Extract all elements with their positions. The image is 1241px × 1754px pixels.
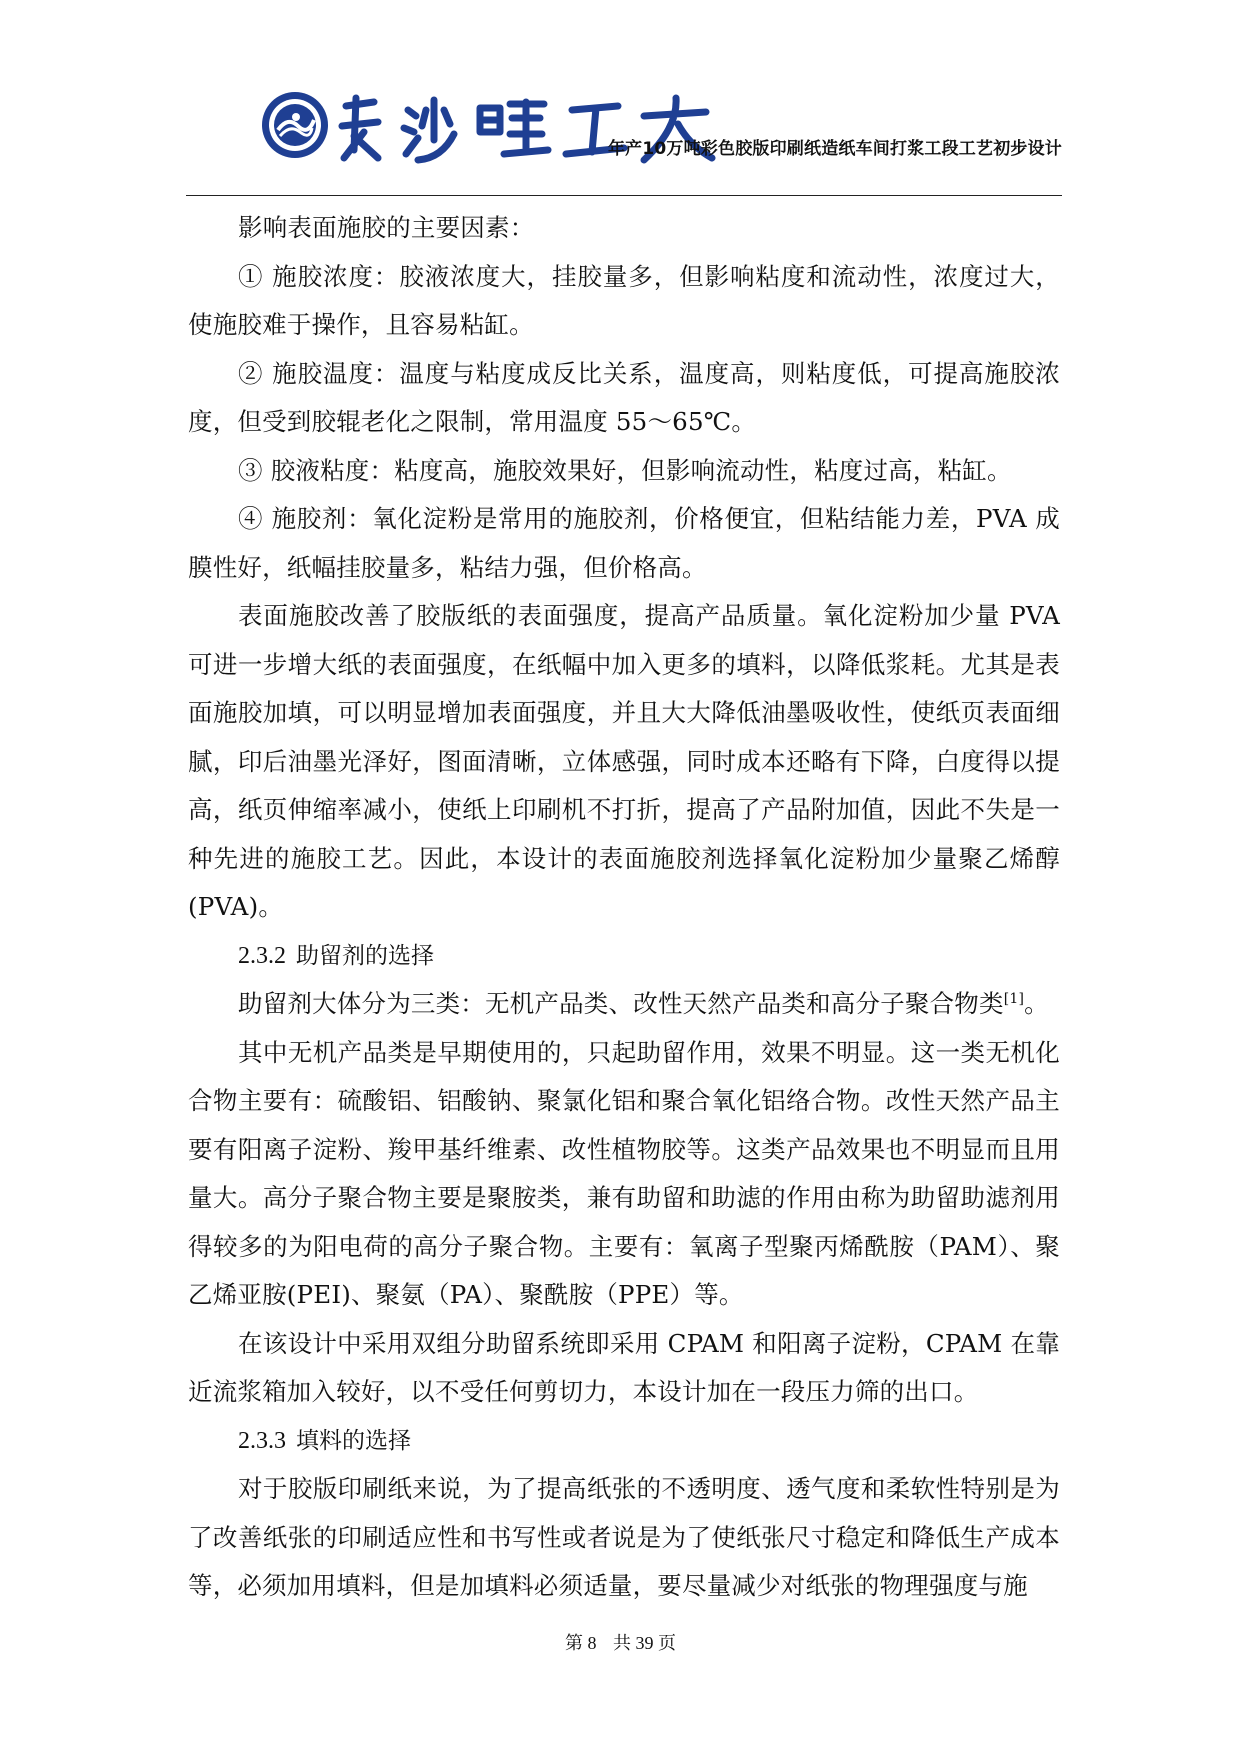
page-total: 共 39 页	[613, 1633, 676, 1653]
section-heading-2-3-2	[188, 932, 1060, 981]
paragraph: 影响表面施胶的主要因素：	[238, 213, 535, 242]
page-number: 第 8	[565, 1633, 597, 1653]
paragraph-text-end: 。	[1024, 989, 1049, 1018]
paragraph: ② 施胶温度：温度与粘度成反比关系，温度高，则粘度低，可提高施胶浓度，但受到胶辊老化之限制，常用温度 55～65℃。	[188, 358, 1060, 436]
paragraph: 表面施胶改善了胶版纸的表面强度，提高产品质量。氧化淀粉加少量 PVA 可进一步增大纸的表面强度，在纸幅中加入更多的填料，以降低浆耗。尤其是表面施胶加填，可以明显增加表面强度，并且大大降低油墨吸收性，使纸页表面细腻，印后油墨光泽好，图面清晰，立体感强，同时成本还略有下降，白度得以提高，纸页伸缩率减小，使纸上印刷机不打折，提高了产品附加值，因此不失是一种先进的施胶工艺。因此，本设计的表面施胶剂选择氧化淀粉加少量聚乙烯醇(PVA)。	[188, 601, 1060, 921]
page-header	[186, 88, 1062, 196]
page-footer	[0, 1629, 1241, 1655]
paragraph: ④ 施胶剂：氧化淀粉是常用的施胶剂，价格便宜，但粘结能力差，PVA 成膜性好，纸幅挂胶量多，粘结力强，但价格高。	[188, 504, 1060, 582]
university-seal-icon	[260, 90, 330, 160]
paragraph: ① 施胶浓度：胶液浓度大，挂胶量多，但影响粘度和流动性，浓度过大，使施胶难于操作，且容易粘缸。	[188, 261, 1060, 339]
paragraph: 在该设计中采用双组分助留系统即采用 CPAM 和阳离子淀粉，CPAM 在靠近流浆箱加入较好，以不受任何剪切力，本设计加在一段压力筛的出口。	[188, 1328, 1060, 1406]
paragraph	[188, 980, 1060, 1029]
section-heading-2-3-3	[188, 1417, 1060, 1466]
section-title: 填料的选择	[296, 1427, 411, 1454]
paragraph: ③ 胶液粘度：粘度高，施胶效果好，但影响流动性，粘度过高，粘缸。	[238, 455, 1012, 485]
header-divider	[186, 195, 1062, 196]
section-title: 助留剂的选择	[296, 942, 434, 969]
paragraph: 对于胶版印刷纸来说，为了提高纸张的不透明度、透气度和柔软性特别是为了改善纸张的印刷适应性和书写性或者说是为了使纸张尺寸稳定和降低生产成本等，必须加用填料，但是加填料必须适量，要尽量减少对纸张的物理强度与施	[188, 1474, 1060, 1600]
paragraph: 其中无机产品类是早期使用的，只起助留作用，效果不明显。这一类无机化合物主要有：硫酸铝、铝酸钠、聚氯化铝和聚合氧化铝络合物。改性天然产品主要有阳离子淀粉、羧甲基纤维素、改性植物胶等。这类产品效果也不明显而且用量大。高分子聚合物主要是聚胺类，兼有助留和助滤的作用由称为助留助滤剂用得较多的为阳电荷的高分子聚合物。主要有：氧离子型聚丙烯酰胺（PAM）、聚乙烯亚胺(PEI)、聚氨（PA）、聚酰胺（PPE）等。	[188, 1037, 1060, 1309]
section-number: 2.3.3	[238, 1427, 286, 1454]
body-content	[188, 204, 1060, 1611]
citation-reference[interactable]: [1]	[1003, 991, 1025, 1007]
document-title: 年产10万吨彩色胶版印刷纸造纸车间打浆工段工艺初步设计	[607, 139, 1062, 159]
section-number: 2.3.2	[238, 942, 286, 969]
paragraph-text: 助留剂大体分为三类：无机产品类、改性天然产品类和高分子聚合物类	[238, 989, 1004, 1018]
